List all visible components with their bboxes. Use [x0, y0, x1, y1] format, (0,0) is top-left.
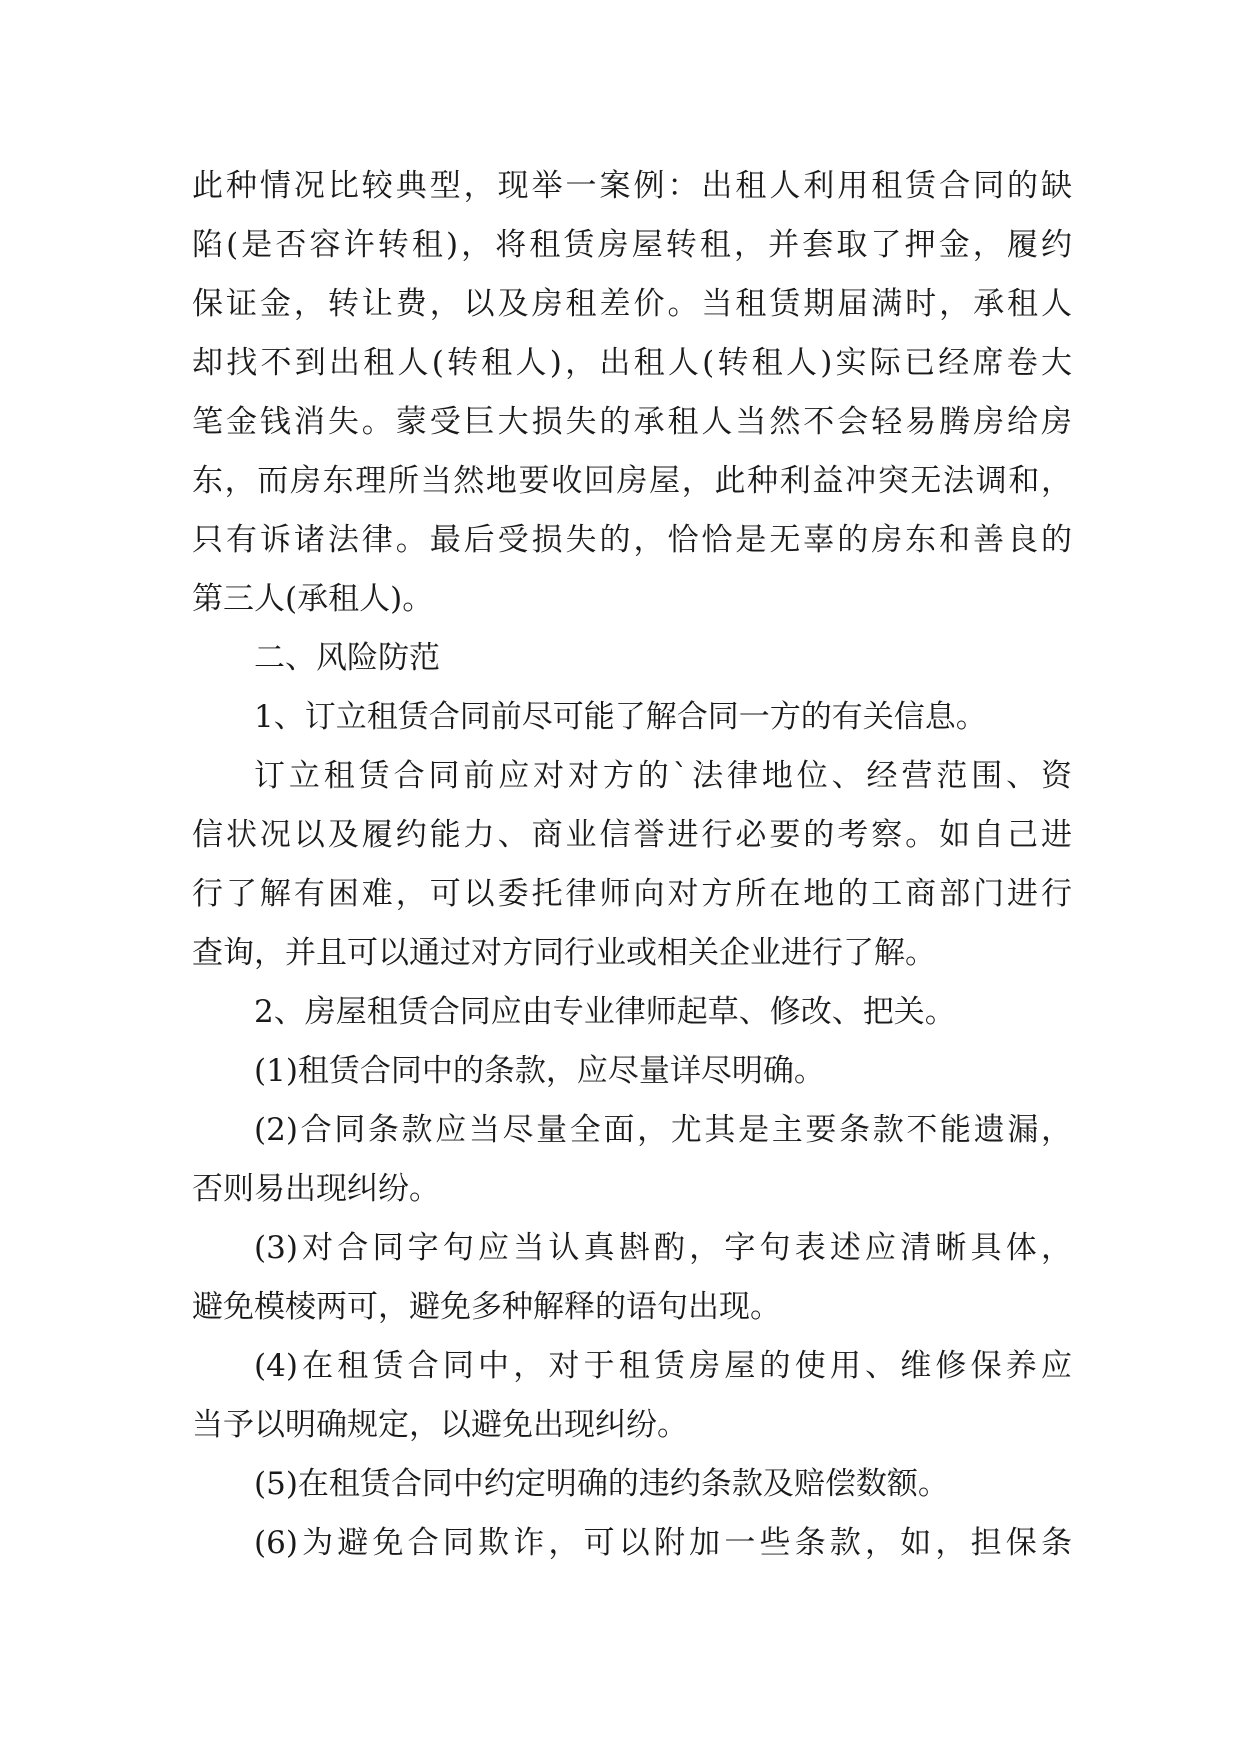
text-line: 笔金钱消失。蒙受巨大损失的承租人当然不会轻易腾房给房	[192, 404, 1072, 440]
document-body	[192, 157, 1072, 1573]
subsection-heading: 1、订立租赁合同前尽可能了解合同一方的有关信息。	[254, 699, 987, 735]
text-line: 却找不到出租人(转租人)，出租人(转租人)实际已经席卷大	[192, 345, 1072, 381]
text-line: 只有诉诸法律。最后受损失的，恰恰是无辜的房东和善良的	[192, 522, 1072, 558]
list-item: (6)为避免合同欺诈，可以附加一些条款，如，担保条	[254, 1525, 1072, 1561]
list-item: (4)在租赁合同中，对于租赁房屋的使用、维修保养应	[254, 1348, 1072, 1384]
text-line: 东，而房东理所当然地要收回房屋，此种利益冲突无法调和，	[192, 463, 1072, 499]
text-line: 陷(是否容许转租)，将租赁房屋转租，并套取了押金，履约	[192, 227, 1072, 263]
text-line: 避免模棱两可，避免多种解释的语句出现。	[192, 1289, 781, 1325]
list-item: (5)在租赁合同中约定明确的违约条款及赔偿数额。	[254, 1466, 949, 1502]
text-line: 保证金，转让费，以及房租差价。当租赁期届满时，承租人	[192, 286, 1072, 322]
text-line: 订立租赁合同前应对对方的`法律地位、经营范围、资	[254, 758, 1072, 794]
text-line: 否则易出现纠纷。	[192, 1171, 440, 1207]
text-line: 此种情况比较典型，现举一案例：出租人利用租赁合同的缺	[192, 168, 1072, 204]
section-heading: 二、风险防范	[254, 640, 440, 676]
text-line: 第三人(承租人)。	[192, 581, 434, 617]
subsection-heading: 2、房屋租赁合同应由专业律师起草、修改、把关。	[254, 994, 956, 1030]
list-item: (3)对合同字句应当认真斟酌，字句表述应清晰具体，	[254, 1230, 1072, 1266]
text-line: 当予以明确规定，以避免出现纠纷。	[192, 1407, 688, 1443]
text-line: 查询，并且可以通过对方同行业或相关企业进行了解。	[192, 935, 936, 971]
text-line: 行了解有困难，可以委托律师向对方所在地的工商部门进行	[192, 876, 1072, 912]
text-line: 信状况以及履约能力、商业信誉进行必要的考察。如自己进	[192, 817, 1072, 853]
list-item: (2)合同条款应当尽量全面，尤其是主要条款不能遗漏，	[254, 1112, 1072, 1148]
list-item: (1)租赁合同中的条款，应尽量详尽明确。	[254, 1053, 825, 1089]
